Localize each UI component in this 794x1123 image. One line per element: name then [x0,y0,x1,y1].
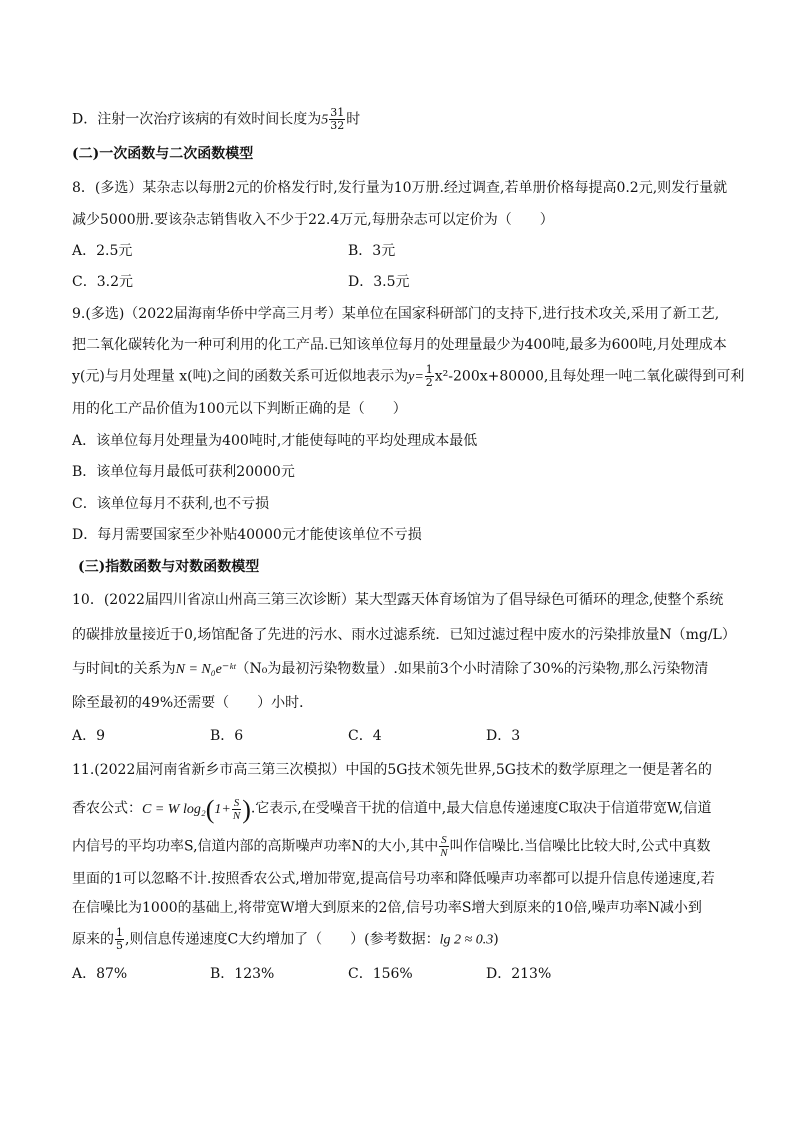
q11-line-2: 香农公式：C = W log₂(1+ $\frac{S}{N}$ ).它表示,在受噪音干扰的信道中,最大信息传递速度C取决于信道带宽W,信道 [72,794,712,824]
q11-option-c: C．156% [348,966,413,982]
q8-option-b: B．3元 [348,243,396,259]
q10-line-2: 的碳排放量接近于0,场馆配备了先进的污水、雨水过滤系统．已知过滤过程中废水的污染排放量N（mg/L） [72,627,736,643]
q11-option-b: B．123% [210,966,275,982]
q11-option-d: D．213% [486,966,552,982]
q10-line-4: 除至最初的49%还需要（ ）小时． [72,695,314,711]
q11-line-4: 里面的1可以忽略不计.按照香农公式,增加带宽,提高信号功率和降低噪声功率都可以提升信息传递速度,若 [72,871,715,887]
q10-option-c: C．4 [348,728,382,744]
decay-formula: N = N₀e⁻ᵏᵗ [175,662,236,677]
fraction-s-over-n: $\frac{S}{N}$ [232,797,241,822]
q11-line-3: 内信号的平均功率S,信道内部的高斯噪声功率N的大小,其中 $\frac{S}{N}$ 叫作信噪比.当信噪比比较大时,公式中真数 [72,834,711,859]
fraction-31-32: $\frac{31}{32}$ [330,106,345,132]
q8-line-2: 减少5000册.要该杂志销售收入不少于22.4万元,每册杂志可以定价为（ ） [72,212,554,228]
q9-line-1: 9.(多选)（2022届海南华侨中学高三月考）某单位在国家科研部门的支持下,进行技术攻关,采用了新工艺, [72,306,720,322]
q9-line-2: 把二氧化碳转化为一种可利用的化工产品.已知该单位每月的处理量最少为400吨,最多为600吨,月处理成本 [72,337,727,353]
q8-option-a: A．2.5元 [72,243,133,259]
q9-line-3: y(元)与月处理量 x(吨)之间的函数关系可近似地表示为y= $\frac{1}{2}$ x²-200x+80000,且每处理一吨二氧化碳得到可利 [72,363,745,389]
q10-line-1: 10．(2022届四川省凉山州高三第三次诊断）某大型露天体育场馆为了倡导绿色可循环的理念,使整个系统 [72,592,724,608]
q11-option-a: A．87% [72,966,128,982]
mixed-number-whole: 5 [321,112,329,128]
q9-option-a: A．该单位每月处理量为400吨时,才能使每吨的平均处理成本最低 [72,433,478,449]
q10-option-a: A．9 [72,728,106,744]
shannon-formula: C = W log₂(1+ $\frac{S}{N}$ ) [142,794,251,824]
section-title-3: (三)指数函数与对数函数模型 [78,559,260,575]
q11-line-6: 原来的 $\frac{1}{5}$ ,则信息传递速度C大约增加了（ ）(参考数据：lg 2 ≈ 0.3) [72,926,499,952]
section-title-2: (二)一次函数与二次函数模型 [72,146,254,162]
fraction-one-half: $\frac{1}{2}$ [425,363,433,389]
q9-option-c: C．该单位每月不获利,也不亏损 [72,496,270,512]
q9-line-4: 用的化工产品价值为100元以下判断正确的是（ ） [72,401,407,417]
q8-option-d: D．3.5元 [348,274,410,290]
q10-option-b: B．6 [210,728,244,744]
q11-line-5: 在信噪比为1000的基础上,将带宽W增大到原来的2倍,信号功率S增大到原来的10倍,噪声功率N减小到 [72,900,702,916]
q9-option-b: B．该单位每月最低可获利20000元 [72,464,295,480]
q11-line-1: 11.(2022届河南省新乡市高三第三次模拟）中国的5G技术领先世界,5G技术的数学原理之一便是著名的 [72,762,712,778]
q8-option-c: C．3.2元 [72,274,133,290]
q10-line-3: 与时间t的关系为N = N₀e⁻ᵏᵗ（N₀为最初污染物数量）.如果前3个小时清除了30%的污染物,那么污染物清 [72,661,709,677]
prev-option-d: D．注射一次治疗该病的有效时间长度为5 $\frac{31}{32}$ 时 [72,106,361,132]
q9-option-d: D．每月需要国家至少补贴40000元才能使该单位不亏损 [72,527,422,543]
fraction-snr: $\frac{S}{N}$ [440,834,448,859]
fraction-one-fifth: $\frac{1}{5}$ [116,926,123,952]
q8-line-1: 8．(多选）某杂志以每册2元的价格发行时,发行量为10万册.经过调查,若单册价格每提高0.2元,则发行量就 [72,180,728,196]
q10-option-d: D．3 [486,728,521,744]
